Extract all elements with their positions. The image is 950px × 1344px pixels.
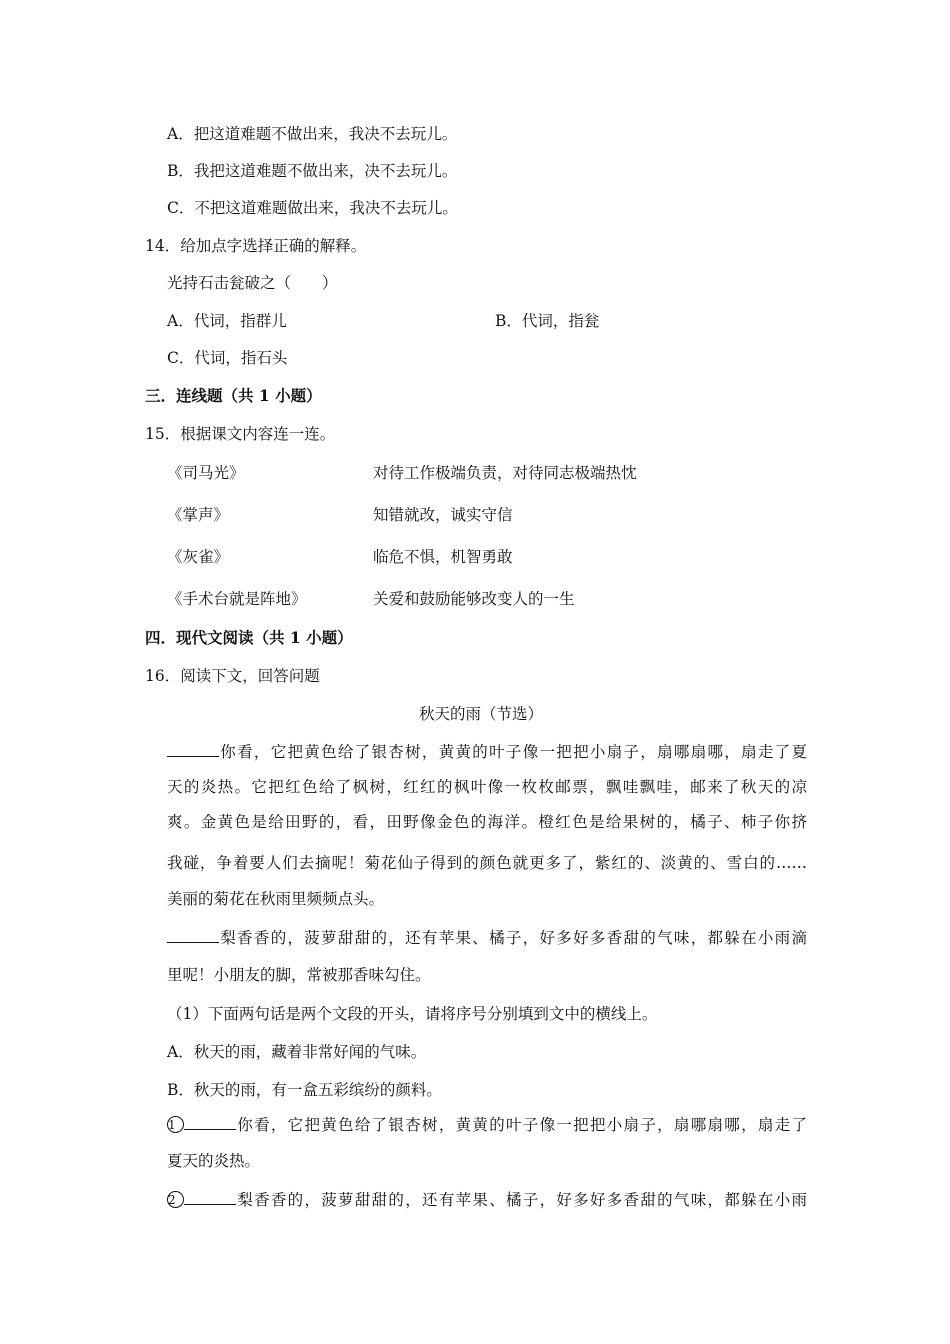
q13-option-b: B．我把这道难题不做出来，决不去玩儿。 <box>167 162 458 180</box>
q13-option-c: C．不把这道难题做出来，我决不去玩儿。 <box>167 199 458 217</box>
q13-option-a: A．把这道难题不做出来，我决不去玩儿。 <box>167 125 458 143</box>
q16-sub1-option-b: B．秋天的雨，有一盒五彩缤纷的颜料。 <box>167 1081 442 1099</box>
fill-line-1: 1 你看，它把黄色给了银杏树，黄黄的叶子像一把把小扇子，扇哪扇哪，扇走了 <box>168 1116 807 1134</box>
passage-line: 梨香香的，菠萝甜甜的，还有苹果、橘子，好多好多香甜的气味，都躲在小雨滴 <box>167 928 807 948</box>
passage-title: 秋天的雨（节选） <box>418 705 543 723</box>
q15-right-item: 对待工作极端负责，对待同志极端热忱 <box>373 464 637 482</box>
q15-right-item: 关爱和鼓励能够改变人的一生 <box>373 590 575 608</box>
answer-blank[interactable] <box>184 1115 236 1130</box>
fill-line-2: 2 梨香香的，菠萝甜甜的，还有苹果、橘子，好多好多香甜的气味，都躲在小雨 <box>168 1191 807 1209</box>
q15-left-item: 《司马光》 <box>167 464 245 482</box>
passage-line: 天的炎热。它把红色给了枫树，红红的枫叶像一枚枚邮票，飘哇飘哇，邮来了秋天的凉 <box>167 778 807 796</box>
q15-left-item: 《掌声》 <box>167 506 230 524</box>
q16-stem: 16．阅读下文，回答问题 <box>145 667 320 685</box>
section-3-title: 三．连线题（共 1 小题） <box>145 386 322 405</box>
q15-stem: 15．根据课文内容连一连。 <box>145 425 336 443</box>
q14-option-b: B．代词，指瓮 <box>495 312 600 330</box>
answer-blank[interactable] <box>167 928 219 943</box>
q15-right-item: 临危不惧，机智勇敢 <box>373 548 513 566</box>
answer-blank[interactable] <box>184 1190 236 1205</box>
section-4-title: 四．现代文阅读（共 1 小题） <box>145 628 353 647</box>
fill-line-1-cont: 夏天的炎热。 <box>167 1152 261 1170</box>
q16-sub1-stem: （1）下面两句话是两个文段的开头，请将序号分别填到文中的横线上。 <box>167 1005 658 1023</box>
passage-line: 爽。金黄色是给田野的，看，田野像金色的海洋。橙红色是给果树的，橘子、柿子你挤 <box>167 813 807 831</box>
q16-sub1-option-a: A．秋天的雨，藏着非常好闻的气味。 <box>167 1043 427 1061</box>
q14-option-a: A．代词，指群儿 <box>167 312 287 330</box>
q15-left-item: 《手术台就是阵地》 <box>167 590 307 608</box>
passage-line: 美丽的菊花在秋雨里频频点头。 <box>167 890 385 908</box>
passage-line: 里呢！小朋友的脚，常被那香味勾住。 <box>167 966 431 984</box>
answer-blank[interactable] <box>167 742 219 757</box>
circled-number: 2 <box>167 1191 184 1208</box>
q15-left-item: 《灰雀》 <box>167 548 230 566</box>
passage-line: 我碰，争着要人们去摘呢！菊花仙子得到的颜色就更多了，紫红的、淡黄的、雪白的…… <box>167 854 807 872</box>
q14-option-c: C．代词，指石头 <box>167 349 288 367</box>
circled-number: 1 <box>167 1116 184 1133</box>
q15-right-item: 知错就改，诚实守信 <box>373 506 513 524</box>
q14-stem: 14．给加点字选择正确的解释。 <box>145 237 367 255</box>
q14-sentence: 光持石击瓮破之（ ） <box>167 274 338 292</box>
passage-line: 你看，它把黄色给了银杏树，黄黄的叶子像一把把小扇子，扇哪扇哪，扇走了夏 <box>167 742 807 762</box>
